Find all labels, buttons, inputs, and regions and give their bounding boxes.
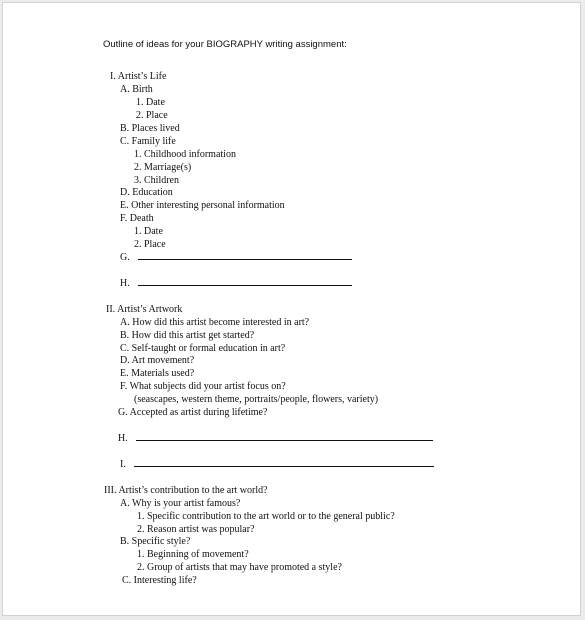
- outline-item: C. Self-taught or formal education in art?: [120, 343, 286, 354]
- outline-item: A. How did this artist become interested in art?: [120, 317, 310, 328]
- outline-subitem: 2. Place: [136, 110, 168, 121]
- outline-subitem: 1. Date: [136, 97, 165, 108]
- fill-in-item: [120, 459, 434, 471]
- outline-item: A. Why is your artist famous?: [120, 498, 241, 509]
- document-page: [2, 2, 581, 616]
- outline-subitem: 2. Place: [134, 239, 166, 250]
- outline-item: B. Places lived: [120, 123, 180, 134]
- fill-in-blank: [138, 283, 352, 286]
- fill-in-label: H.: [120, 278, 130, 289]
- outline-item: C. Interesting life?: [122, 575, 197, 586]
- section-title: I. Artist’s Life: [110, 71, 167, 82]
- section-title: II. Artist’s Artwork: [106, 304, 183, 315]
- outline-subitem: 1. Specific contribution to the art world or to the general public?: [137, 511, 395, 522]
- fill-in-blank: [134, 464, 434, 467]
- fill-in-blank: [136, 438, 433, 441]
- fill-in-label: I.: [120, 459, 126, 470]
- document-heading: Outline of ideas for your BIOGRAPHY writing assignment:: [103, 39, 347, 50]
- outline-item: B. Specific style?: [120, 536, 191, 547]
- fill-in-label: G.: [120, 252, 130, 263]
- outline-item: B. How did this artist get started?: [120, 330, 255, 341]
- outline-item: E. Materials used?: [120, 368, 195, 379]
- fill-in-item: [120, 278, 352, 290]
- outline-subitem: 1. Beginning of movement?: [137, 549, 249, 560]
- outline-item: F. What subjects did your artist focus on?: [120, 381, 286, 392]
- outline-subitem: 2. Marriage(s): [134, 162, 192, 173]
- outline-subitem: 2. Reason artist was popular?: [137, 524, 255, 535]
- outline-item: C. Family life: [120, 136, 176, 147]
- outline-subitem: 1. Date: [134, 226, 163, 237]
- outline-item: A. Birth: [120, 84, 153, 95]
- fill-in-label: H.: [118, 433, 128, 444]
- outline-item: F. Death: [120, 213, 154, 224]
- fill-in-item: [120, 252, 352, 264]
- outline-subitem: 3. Children: [134, 175, 179, 186]
- outline-item: D. Education: [120, 187, 173, 198]
- outline-subitem: 2. Group of artists that may have promoted a style?: [137, 562, 342, 573]
- outline-item: D. Art movement?: [120, 355, 195, 366]
- outline-item: G. Accepted as artist during lifetime?: [118, 407, 268, 418]
- fill-in-blank: [138, 257, 352, 260]
- fill-in-item: [118, 433, 433, 445]
- outline-subitem: 1. Childhood information: [134, 149, 236, 160]
- outline-note: (seascapes, western theme, portraits/people, flowers, variety): [134, 394, 379, 405]
- section-title: III. Artist’s contribution to the art world?: [104, 485, 268, 496]
- outline-item: E. Other interesting personal information: [120, 200, 285, 211]
